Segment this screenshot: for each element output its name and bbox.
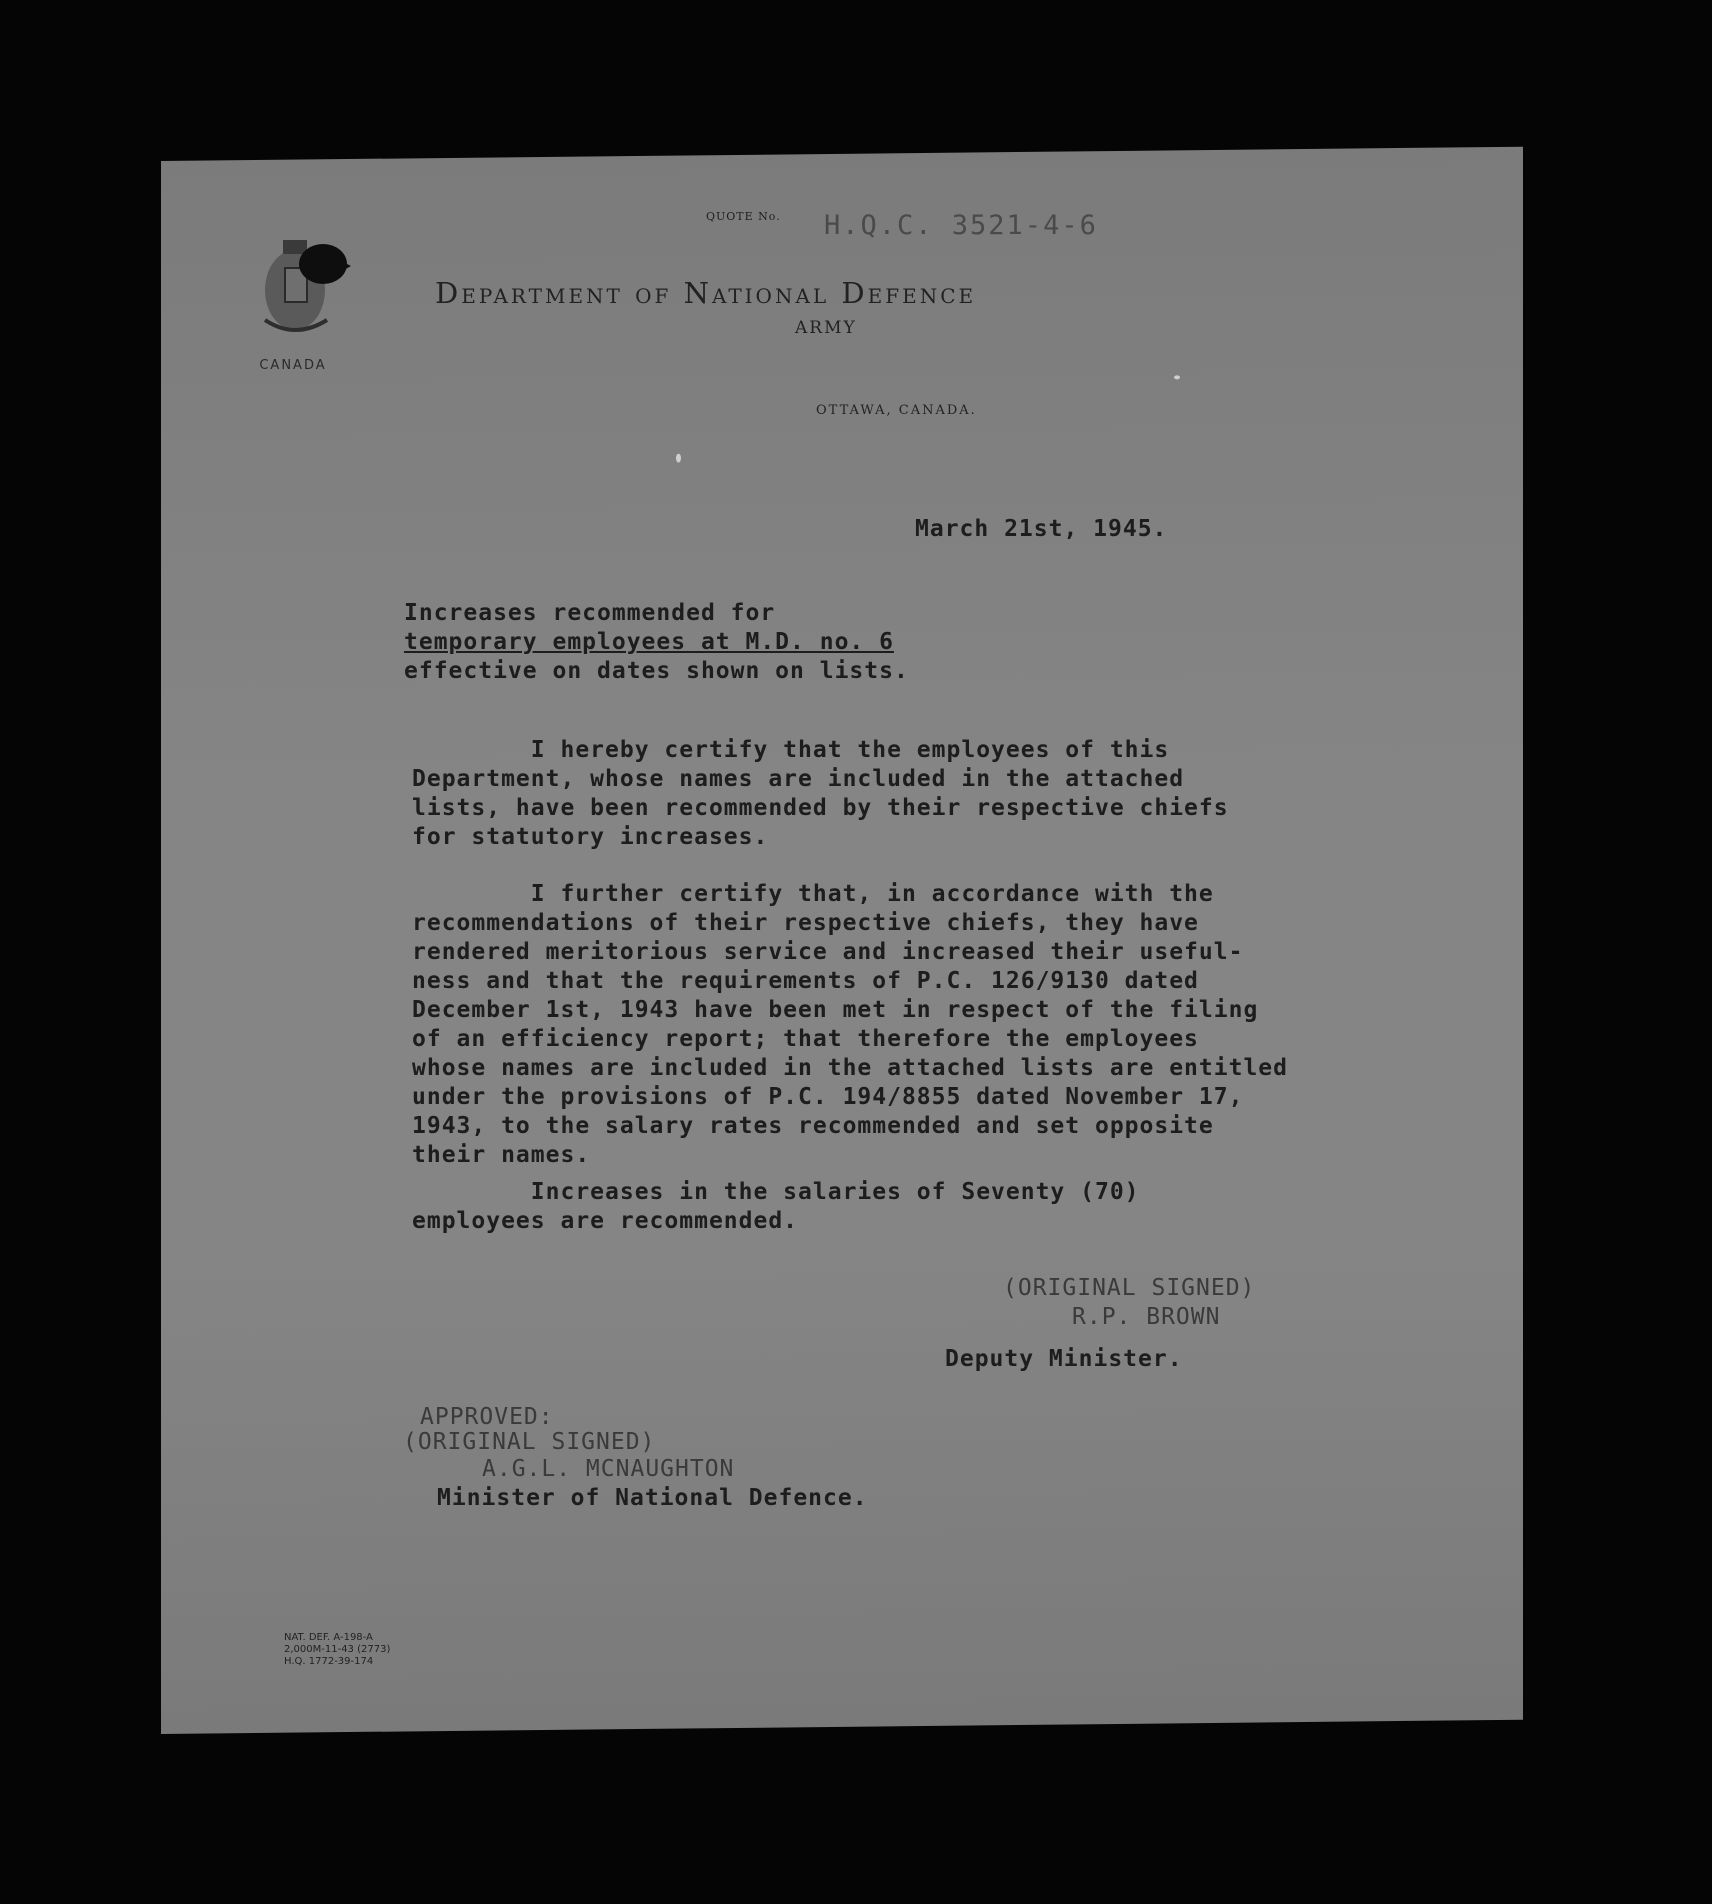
approval-original-signed: (ORIGINAL SIGNED) (403, 1429, 656, 1455)
file-number: H.Q.C. 3521-4-6 (824, 210, 1098, 241)
branch-heading: ARMY (795, 318, 857, 338)
paragraph-1: I hereby certify that the employees of this Department, whose names are included in the attached lists, have been recommended by their respective chiefs for statutory increases. (412, 737, 1229, 850)
crest-caption: CANADA (259, 358, 327, 373)
approval-title: Minister of National Defence. (437, 1485, 868, 1511)
department-heading: Department of National Defence (435, 276, 977, 310)
signature-name: R.P. BROWN (1072, 1304, 1221, 1330)
approval-name: A.G.L. MCNAUGHTON (482, 1456, 735, 1482)
approval-label: APPROVED: (420, 1404, 554, 1430)
location-line: OTTAWA, CANADA. (816, 403, 977, 418)
subject-block (404, 599, 909, 686)
dust-speck (676, 454, 681, 463)
letter-date: March 21st, 1945. (915, 516, 1168, 542)
subject-line-1: Increases recommended for (404, 600, 776, 626)
coat-of-arms-icon (255, 230, 351, 342)
signature-original-signed: (ORIGINAL SIGNED) (1003, 1275, 1256, 1301)
signature-title: Deputy Minister. (945, 1346, 1183, 1372)
subject-line-2: temporary employees at M.D. no. 6 (404, 629, 894, 655)
dust-speck (1174, 375, 1180, 379)
form-number: NAT. DEF. A-198-A 2,000M-11-43 (2773) H.Q. 1772-39-174 (284, 1632, 391, 1667)
paragraph-2: I further certify that, in accordance with the recommendations of their respective chiefs, they have rendered meritorious service and increased their useful- ness and that the requirements of P.C. 126/9130 dated December 1st, 1943 have been met in respect of the filing of an efficiency report; that therefore the employees whose names are included in the attached lists are entitled under the provisions of P.C. 194/8855 dated November 17, 1943, to the salary rates recommended and set opposite their names. (412, 881, 1288, 1168)
quote-label: QUOTE No. (706, 210, 781, 223)
subject-line-3: effective on dates shown on lists. (404, 658, 909, 684)
paragraph-3: Increases in the salaries of Seventy (70) employees are recommended. (412, 1179, 1140, 1234)
